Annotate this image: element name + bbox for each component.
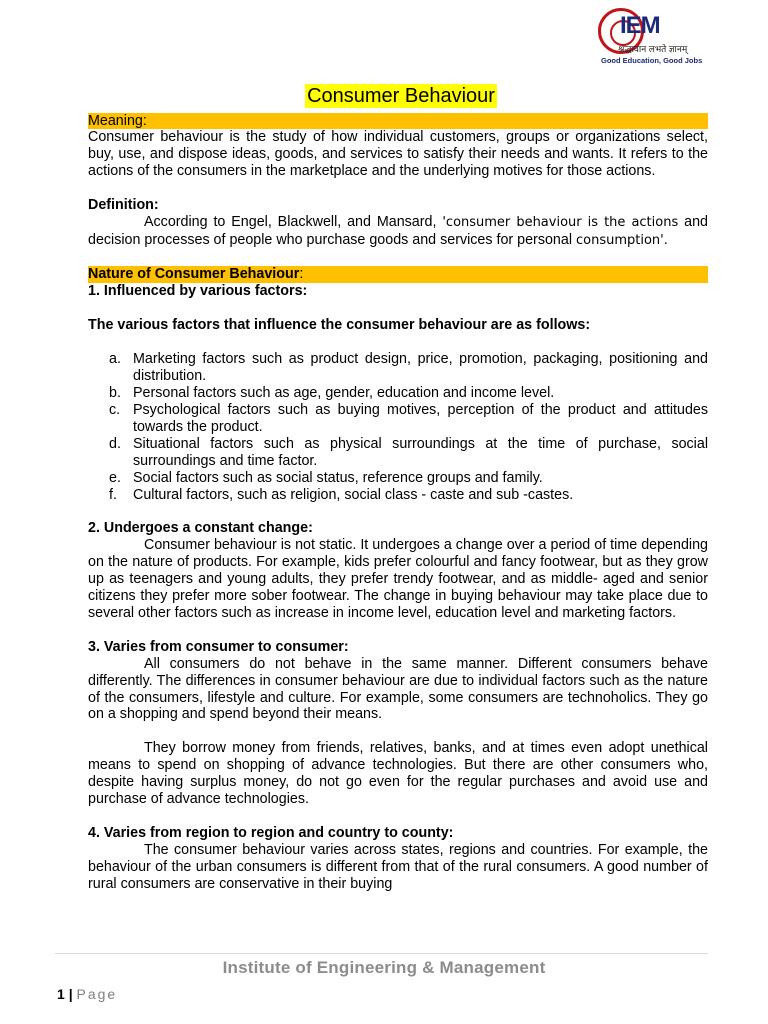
- section-paragraph: All consumers do not behave in the same manner. Different consumers behave differently. The differences in consumer behaviour are due to individual factors such as the nature of the consumers, lifestyle and culture. For example, some consumers are technoholics. They go on a shopping and spend beyond their means.: [88, 655, 708, 723]
- section-heading: 1. Influenced by various factors:: [88, 283, 308, 300]
- section-heading: 4. Varies from region to region and country to county:: [88, 825, 454, 841]
- section-heading: 3. Varies from consumer to consumer:: [88, 638, 349, 655]
- document-body: [88, 84, 708, 893]
- list-item: f. Cultural factors, such as religion, social class - caste and sub -castes.: [109, 486, 574, 503]
- list-item: b. Personal factors such as age, gender, education and income level.: [109, 385, 555, 402]
- logo-tagline: Good Education, Good Jobs: [601, 56, 703, 65]
- section-paragraph: Consumer behaviour is not static. It undergoes a change over a period of time depending on the nature of products. For example, kids prefer colourful and fancy footwear, but as they grow up as teenagers and young adults, they prefer trendy footwear, and as middle- aged and senior citizens they prefer more sober footwear. The change in buying behaviour may take place due to several other factors such as increase in income level, education level and marketing factors.: [88, 537, 708, 621]
- meaning-text: Consumer behaviour is the study of how individual customers, groups or organizations select, buy, use, and dispose ideas, goods, and services to satisfy their needs and wants. It refers to the actions of the consumers in the marketplace and the underlying motives for those actions.: [88, 129, 708, 179]
- section-intro: The various factors that influence the consumer behaviour are as follows:: [88, 317, 591, 334]
- section-heading: 2. Undergoes a constant change:: [88, 520, 313, 537]
- logo-motto: श्रद्धावान लभते ज्ञानम्: [618, 44, 688, 54]
- definition-heading: Definition:: [88, 196, 159, 213]
- list-item: d. Situational factors such as physical surroundings at the time of purchase, social surroundings and time factor.: [109, 435, 708, 469]
- meaning-heading: Meaning:: [88, 113, 708, 129]
- nature-heading: Nature of Consumer Behaviour:: [88, 266, 708, 283]
- section-paragraph: The consumer behaviour varies across states, regions and countries. For example, the behaviour of the urban consumers is different from that of the rural consumers. A good number of rural consumers are conservative in their buying: [88, 841, 708, 892]
- page-title: Consumer Behaviour: [307, 85, 495, 107]
- logo-abbrev: IEM: [620, 12, 660, 39]
- definition-text: According to Engel, Blackwell, and Mansard, 'consumer behaviour is the actions and decision processes of people who purchase goods and services for personal consumption'.: [88, 213, 708, 248]
- page-number: 1 | Page: [57, 986, 118, 1002]
- list-item: e. Social factors such as social status, reference groups and family.: [109, 469, 543, 486]
- footer-institute: Institute of Engineering & Management: [222, 958, 546, 977]
- factor-list: [88, 351, 708, 503]
- list-item: a. Marketing factors such as product design, price, promotion, packaging, positioning and distribution.: [109, 351, 708, 385]
- iem-logo: [598, 6, 708, 70]
- section-paragraph: They borrow money from friends, relatives, banks, and at times even adopt unethical means to spend on shopping of advance technologies. But there are other consumers who, despite having surplus money, do not go even for the regular purchases and avoid use and purchase of advance technologies.: [88, 740, 708, 808]
- list-item: c. Psychological factors such as buying motives, perception of the product and attitudes towards the product.: [109, 401, 708, 435]
- footer-divider: [55, 953, 708, 954]
